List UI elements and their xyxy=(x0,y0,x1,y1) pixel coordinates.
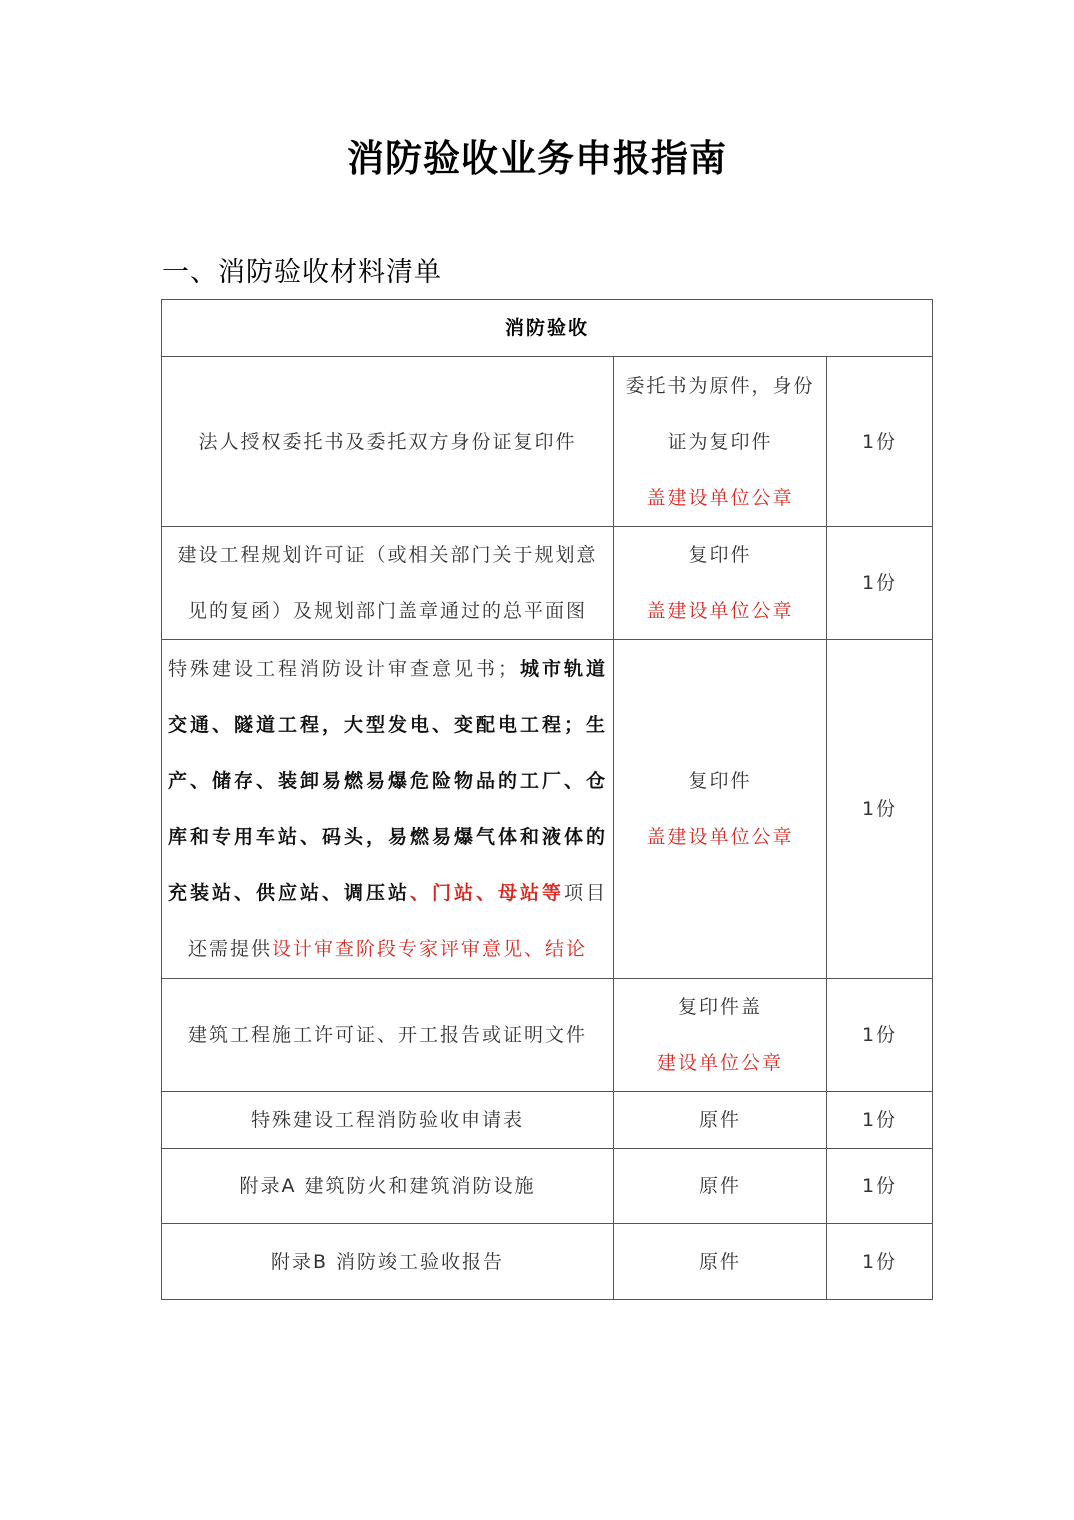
requirement-text: 复印件盖 xyxy=(677,996,762,1018)
table-row xyxy=(162,357,933,527)
material-requirement xyxy=(614,979,827,1092)
item-text: 建设工程规划许可证（或相关部门关于规划意 xyxy=(177,544,598,566)
material-requirement xyxy=(614,357,827,527)
table-row xyxy=(162,640,933,979)
table-row xyxy=(162,527,933,640)
material-count: 1份 xyxy=(827,1149,933,1224)
material-item: 法人授权委托书及委托双方身份证复印件 xyxy=(162,357,614,527)
section-heading: 一、消防验收材料清单 xyxy=(162,257,442,288)
material-count: 1份 xyxy=(827,640,933,979)
material-requirement xyxy=(614,640,827,979)
material-requirement: 原件 xyxy=(614,1224,827,1300)
table-row xyxy=(162,1092,933,1149)
material-item: 建筑工程施工许可证、开工报告或证明文件 xyxy=(162,979,614,1092)
material-count: 1份 xyxy=(827,1224,933,1300)
materials-table xyxy=(161,299,933,1300)
requirement-text: 委托书为原件，身份 xyxy=(625,374,815,397)
material-requirement xyxy=(614,527,827,640)
table-row xyxy=(162,1224,933,1300)
table-row xyxy=(162,979,933,1092)
page-title: 消防验收业务申报指南 xyxy=(347,137,727,180)
item-red-bold-text: 、门站、母站等 xyxy=(409,882,564,904)
material-count: 1份 xyxy=(827,1092,933,1149)
requirement-text: 复印件 xyxy=(688,544,752,566)
material-item xyxy=(162,527,614,640)
seal-requirement: 盖建设单位公章 xyxy=(646,826,794,848)
seal-requirement: 盖建设单位公章 xyxy=(646,600,794,622)
material-count: 1份 xyxy=(827,527,933,640)
item-text: 见的复函）及规划部门盖章通过的总平面图 xyxy=(187,600,587,622)
material-item: 附录A 建筑防火和建筑消防设施 xyxy=(162,1149,614,1224)
material-requirement: 原件 xyxy=(614,1149,827,1224)
table-header-row xyxy=(162,300,933,357)
seal-requirement: 盖建设单位公章 xyxy=(646,486,794,509)
item-bold-text: 城市轨道交通、隧道工程，大型发电、变配电工程；生产、储存、装卸易燃易爆危险物品的工厂、仓库和专用车站、码头，易燃易爆气体和液体的充装站、供应站、调压站 xyxy=(168,658,607,904)
table-row xyxy=(162,1149,933,1224)
item-text: 项目还需提供 xyxy=(187,882,607,960)
requirement-text: 证为复印件 xyxy=(667,430,773,453)
item-text: 特殊建设工程消防设计审查意见书； xyxy=(168,658,519,680)
material-count: 1份 xyxy=(827,357,933,527)
requirement-text: 复印件 xyxy=(688,770,752,792)
seal-requirement: 建设单位公章 xyxy=(656,1052,783,1074)
material-item: 附录B 消防竣工验收报告 xyxy=(162,1224,614,1300)
table-header: 消防验收 xyxy=(162,300,933,357)
material-requirement: 原件 xyxy=(614,1092,827,1149)
material-count: 1份 xyxy=(827,979,933,1092)
item-red-text: 设计审查阶段专家评审意见、结论 xyxy=(272,938,588,960)
material-item: 特殊建设工程消防验收申请表 xyxy=(162,1092,614,1149)
material-item xyxy=(162,640,614,979)
